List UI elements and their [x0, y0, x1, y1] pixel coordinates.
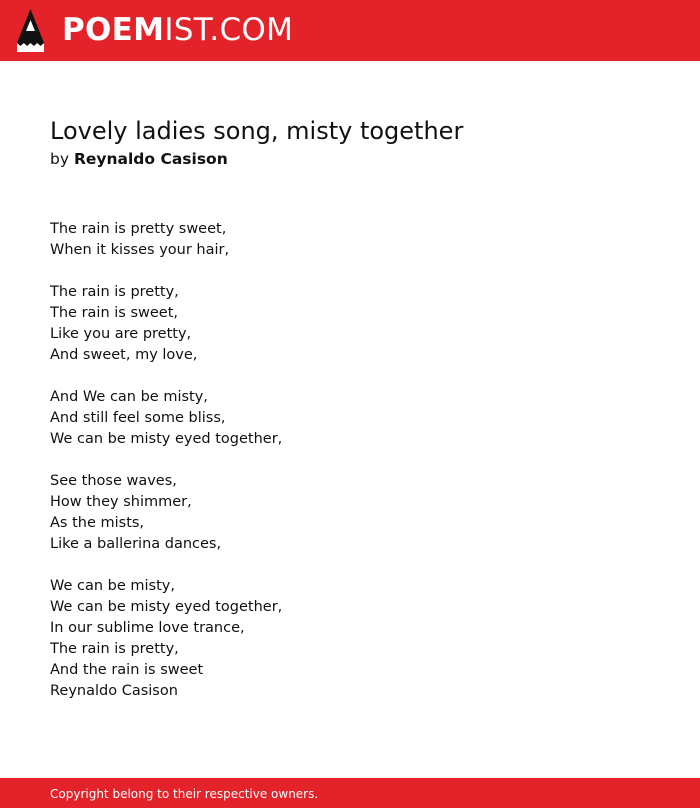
poem-byline	[50, 148, 228, 170]
logo-bold-text: POEM	[62, 12, 165, 48]
logo-light-text: IST.COM	[164, 12, 294, 48]
poem-stanza	[50, 282, 282, 366]
poem-line: The rain is pretty sweet,	[50, 221, 227, 237]
copyright-text: Copyright belong to their respective owners.	[50, 787, 319, 801]
poem-line: Reynaldo Casison	[50, 683, 178, 699]
poem-line: Like a ballerina dances,	[50, 536, 222, 552]
poem-line: We can be misty eyed together,	[50, 599, 283, 615]
poem-stanza	[50, 387, 282, 450]
poem-line: Like you are pretty,	[50, 326, 192, 342]
poem-line: In our sublime love trance,	[50, 620, 245, 636]
poem-line: The rain is pretty,	[50, 284, 179, 300]
poem-title: Lovely ladies song, misty together	[50, 117, 464, 145]
poem-line: And still feel some bliss,	[50, 410, 226, 426]
poem-stanza	[50, 576, 282, 702]
poem-body	[50, 219, 282, 702]
poem-line: As the mists,	[50, 515, 145, 531]
site-footer	[0, 778, 700, 808]
poem-line: We can be misty eyed together,	[50, 431, 283, 447]
by-label: by	[50, 150, 70, 168]
poem-line: When it kisses your hair,	[50, 242, 230, 258]
site-header	[0, 0, 700, 61]
poem-line: How they shimmer,	[50, 494, 192, 510]
poem-line: The rain is pretty,	[50, 641, 179, 657]
site-logo[interactable]	[62, 11, 293, 49]
poem-line: We can be misty,	[50, 578, 175, 594]
pencil-tip-icon[interactable]	[17, 9, 44, 52]
poem-line: See those waves,	[50, 473, 177, 489]
poem-line: And sweet, my love,	[50, 347, 198, 363]
poem-line: And We can be misty,	[50, 389, 208, 405]
poem-line: And the rain is sweet	[50, 662, 204, 678]
author-name: Reynaldo Casison	[73, 150, 228, 168]
poem-stanza	[50, 471, 282, 555]
poem-line: The rain is sweet,	[50, 305, 178, 321]
poem-stanza	[50, 219, 282, 261]
